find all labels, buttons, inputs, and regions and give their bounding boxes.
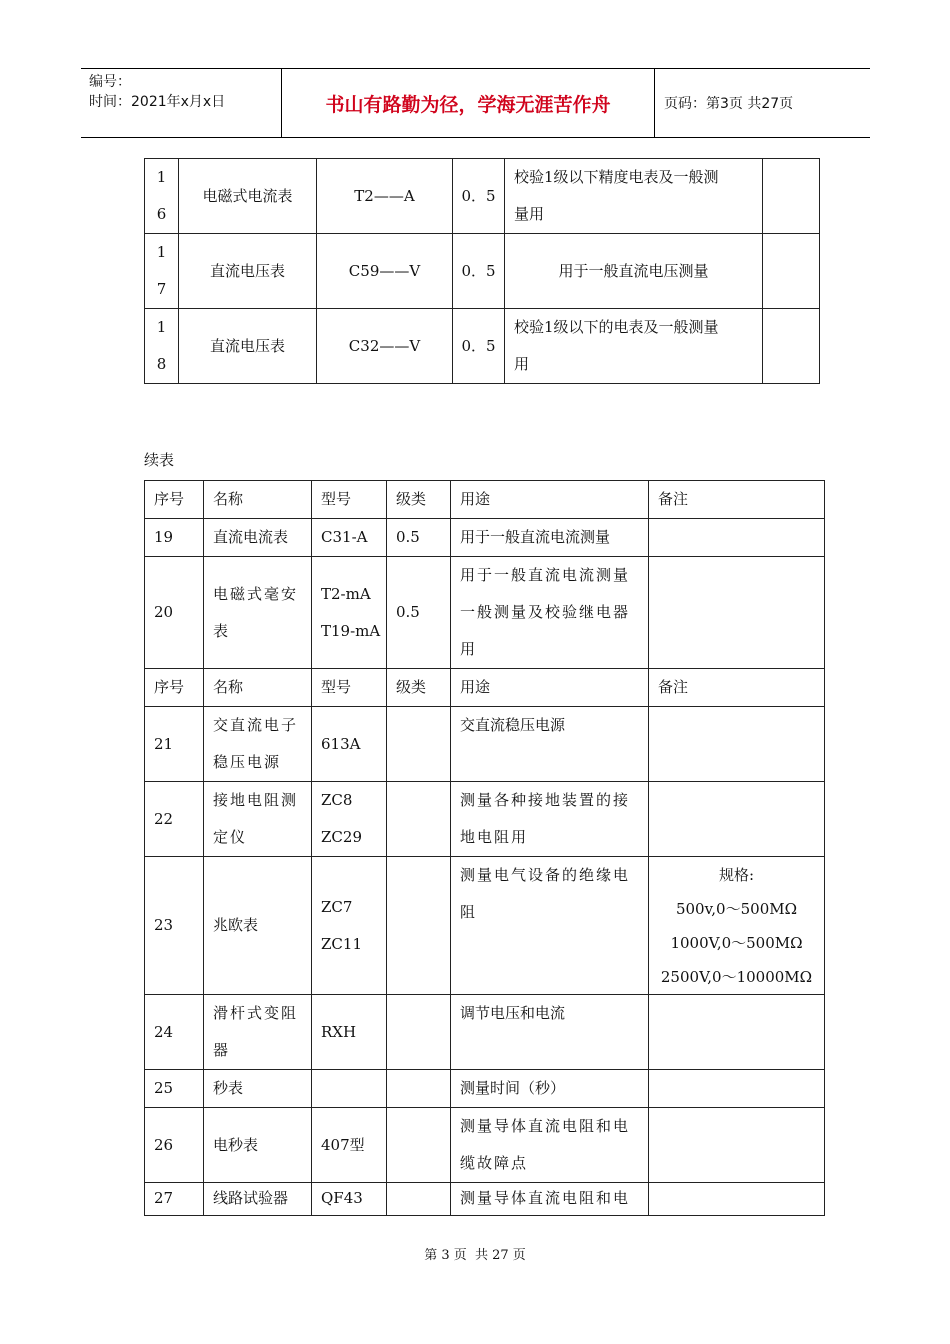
table-row — [145, 782, 825, 857]
col-header-model: 型号 — [312, 669, 387, 707]
use-cell: 测量时间（秒） — [451, 1070, 649, 1108]
name-cell: 交直流电子 稳压电源 — [204, 707, 312, 782]
name-cell: 兆欧表 — [204, 857, 312, 995]
grade-cell — [387, 1070, 451, 1108]
model-cell: ZC7 ZC11 — [312, 857, 387, 995]
seq-cell: 27 — [145, 1183, 204, 1216]
note-cell — [649, 1070, 825, 1108]
header-row — [145, 669, 825, 707]
seq-cell: 26 — [145, 1108, 204, 1183]
note-cell — [649, 1183, 825, 1216]
name-cell: 电秒表 — [204, 1108, 312, 1183]
seq-cell: 1 6 — [145, 159, 179, 234]
use-cell: 用于一般直流电流测量 — [451, 519, 649, 557]
use-cell: 测量导体直流电阻和电 缆故障点 — [451, 1108, 649, 1183]
continued-label: 续表 — [144, 451, 175, 469]
grade-cell — [387, 782, 451, 857]
col-header-note: 备注 — [649, 481, 825, 519]
model-cell: T2——A — [317, 159, 453, 234]
note-cell — [649, 782, 825, 857]
note-cell — [649, 519, 825, 557]
note-cell — [763, 309, 820, 384]
col-header-model: 型号 — [312, 481, 387, 519]
grade-cell — [387, 995, 451, 1070]
header-meta — [81, 69, 281, 137]
grade-cell: 0．5 — [453, 159, 505, 234]
header-row — [145, 481, 825, 519]
model-cell: QF43 — [312, 1183, 387, 1216]
use-cell: 用于一般直流电压测量 — [505, 234, 763, 309]
model-cell: C32——V — [317, 309, 453, 384]
model-cell — [312, 1070, 387, 1108]
col-header-seq: 序号 — [145, 481, 204, 519]
seq-cell: 1 7 — [145, 234, 179, 309]
name-cell: 电磁式电流表 — [179, 159, 317, 234]
col-header-grade: 级类 — [387, 481, 451, 519]
equipment-table-top — [144, 158, 820, 384]
grade-cell — [387, 707, 451, 782]
name-cell: 直流电压表 — [179, 234, 317, 309]
use-cell: 校验1级以下的电表及一般测量 用 — [505, 309, 763, 384]
table-row — [145, 519, 825, 557]
note-cell — [649, 707, 825, 782]
grade-cell: 0．5 — [453, 234, 505, 309]
model-cell: 613A — [312, 707, 387, 782]
equipment-table-continued — [144, 480, 825, 1216]
model-cell: 407型 — [312, 1108, 387, 1183]
col-header-use: 用途 — [451, 481, 649, 519]
seq-cell: 25 — [145, 1070, 204, 1108]
table-row — [145, 309, 820, 384]
page-header — [81, 68, 870, 138]
use-cell: 校验1级以下精度电表及一般测 量用 — [505, 159, 763, 234]
col-header-name: 名称 — [204, 481, 312, 519]
col-header-use: 用途 — [451, 669, 649, 707]
seq-cell: 1 8 — [145, 309, 179, 384]
note-cell — [649, 1108, 825, 1183]
seq-cell: 19 — [145, 519, 204, 557]
note-cell: 规格: 500v,0～500MΩ 1000V,0～500MΩ 2500V,0～10000MΩ — [649, 857, 825, 995]
name-cell: 秒表 — [204, 1070, 312, 1108]
page-info: 页码：第3页 共27页 — [664, 96, 794, 112]
name-cell: 电磁式毫安 表 — [204, 557, 312, 669]
table-row — [145, 557, 825, 669]
name-cell: 线路试验器 — [204, 1183, 312, 1216]
time-label: 时间：2021年x月x日 — [89, 94, 226, 110]
page-footer: 第 3 页 共 27 页 — [424, 1248, 526, 1263]
seq-cell: 22 — [145, 782, 204, 857]
name-cell: 滑杆式变阻 器 — [204, 995, 312, 1070]
seq-cell: 20 — [145, 557, 204, 669]
grade-cell — [387, 1108, 451, 1183]
grade-cell — [387, 857, 451, 995]
model-cell: ZC8 ZC29 — [312, 782, 387, 857]
note-cell — [763, 234, 820, 309]
grade-cell: 0.5 — [387, 557, 451, 669]
table-row — [145, 707, 825, 782]
model-cell: C59——V — [317, 234, 453, 309]
model-cell: C31-A — [312, 519, 387, 557]
col-header-seq: 序号 — [145, 669, 204, 707]
col-header-name: 名称 — [204, 669, 312, 707]
table-row — [145, 234, 820, 309]
col-header-note: 备注 — [649, 669, 825, 707]
table-row — [145, 857, 825, 995]
number-label: 编号： — [89, 74, 131, 90]
use-cell: 交直流稳压电源 — [451, 707, 649, 782]
seq-cell: 24 — [145, 995, 204, 1070]
grade-cell: 0.5 — [387, 519, 451, 557]
seq-cell: 23 — [145, 857, 204, 995]
col-header-grade: 级类 — [387, 669, 451, 707]
table-row — [145, 1183, 825, 1216]
note-cell — [649, 557, 825, 669]
use-cell: 测量各种接地装置的接 地电阻用 — [451, 782, 649, 857]
name-cell: 接地电阻测 定仪 — [204, 782, 312, 857]
use-cell: 测量导体直流电阻和电 — [451, 1183, 649, 1216]
seq-cell: 21 — [145, 707, 204, 782]
name-cell: 直流电压表 — [179, 309, 317, 384]
model-cell: RXH — [312, 995, 387, 1070]
use-cell: 测量电气设备的绝缘电 阻 — [451, 857, 649, 995]
grade-cell: 0．5 — [453, 309, 505, 384]
model-cell: T2-mA T19-mA — [312, 557, 387, 669]
note-cell — [649, 995, 825, 1070]
use-cell: 用于一般直流电流测量 一般测量及校验继电器 用 — [451, 557, 649, 669]
table-row — [145, 995, 825, 1070]
table-row — [145, 1070, 825, 1108]
motto: 书山有路勤为径，学海无涯苦作舟 — [325, 93, 611, 116]
note-cell — [763, 159, 820, 234]
use-cell: 调节电压和电流 — [451, 995, 649, 1070]
table-row — [145, 1108, 825, 1183]
table-row — [145, 159, 820, 234]
name-cell: 直流电流表 — [204, 519, 312, 557]
grade-cell — [387, 1183, 451, 1216]
